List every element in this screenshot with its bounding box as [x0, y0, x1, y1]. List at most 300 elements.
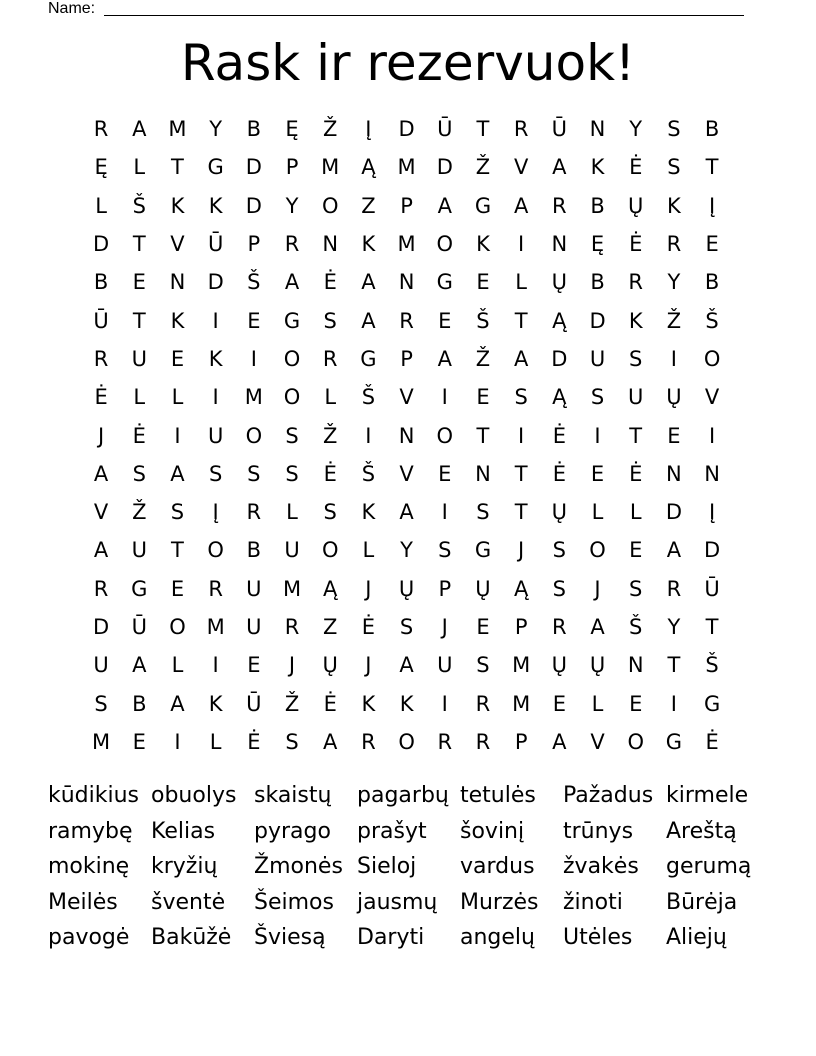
grid-letter[interactable]: U	[131, 346, 147, 371]
grid-letter[interactable]: E	[629, 538, 643, 563]
grid-letter[interactable]: J	[518, 538, 525, 563]
grid-letter[interactable]: B	[132, 691, 147, 716]
grid-letter[interactable]: D	[245, 155, 262, 180]
word-list-item: vardus	[460, 854, 535, 880]
grid-letter[interactable]: L	[171, 653, 184, 678]
grid-letter[interactable]: T	[514, 461, 528, 486]
grid-letter[interactable]: R	[513, 117, 529, 142]
grid-letter[interactable]: S	[476, 500, 490, 525]
grid-letter[interactable]: T	[514, 500, 528, 525]
grid-letter[interactable]: M	[397, 155, 416, 180]
grid-letter[interactable]: I	[708, 423, 716, 448]
grid-letter[interactable]: Ū	[131, 615, 147, 639]
grid-letter[interactable]: Ū	[704, 576, 720, 601]
grid-letter[interactable]: S	[629, 576, 643, 601]
grid-letter[interactable]: L	[95, 193, 107, 218]
grid-letter[interactable]: Ė	[323, 461, 337, 486]
grid-letter[interactable]: P	[285, 155, 299, 180]
grid-letter[interactable]: Į	[708, 193, 716, 218]
grid-letter[interactable]: A	[437, 193, 452, 218]
grid-letter[interactable]: P	[514, 729, 528, 754]
grid-letter[interactable]: M	[92, 729, 111, 754]
grid-letter[interactable]: M	[206, 615, 225, 639]
grid-letter[interactable]: N	[589, 117, 606, 142]
grid-letter[interactable]: O	[589, 538, 606, 563]
word-list-item: žinoti	[563, 889, 623, 915]
grid-letter[interactable]: P	[400, 193, 413, 218]
grid-letter[interactable]: T	[514, 308, 528, 333]
grid-letter[interactable]: K	[170, 308, 185, 333]
grid-letter[interactable]: R	[284, 232, 300, 257]
grid-letter[interactable]: B	[704, 270, 720, 295]
grid-letter[interactable]: S	[247, 461, 261, 486]
grid-letter[interactable]: Ę	[94, 155, 108, 180]
grid-letter[interactable]: U	[628, 385, 644, 410]
grid-letter[interactable]: E	[476, 270, 490, 295]
grid-letter[interactable]: K	[399, 691, 414, 716]
grid-letter[interactable]: S	[285, 729, 299, 754]
grid-letter[interactable]: N	[322, 232, 339, 257]
word-list-item: Meilės	[48, 889, 118, 915]
grid-letter[interactable]: Ž	[284, 691, 300, 716]
grid-letter[interactable]: K	[170, 193, 185, 218]
grid-letter[interactable]: U	[437, 653, 453, 678]
grid-letter[interactable]: V	[170, 232, 185, 257]
grid-letter[interactable]: A	[399, 500, 414, 525]
grid-letter[interactable]: N	[551, 232, 568, 257]
grid-letter[interactable]: G	[665, 729, 683, 754]
grid-letter[interactable]: A	[132, 117, 147, 142]
grid-letter[interactable]: S	[552, 538, 567, 563]
grid-letter[interactable]: M	[282, 576, 302, 601]
grid-letter[interactable]: S	[323, 500, 337, 525]
grid-letter[interactable]: N	[704, 461, 720, 486]
grid-letter[interactable]: I	[518, 232, 525, 257]
grid-letter[interactable]: Ž	[666, 308, 682, 333]
grid-letter[interactable]: S	[285, 423, 299, 448]
grid-letter[interactable]: A	[552, 155, 567, 180]
grid-letter[interactable]: T	[629, 423, 643, 448]
grid-letter[interactable]: Š	[361, 385, 376, 410]
grid-letter[interactable]: E	[170, 346, 185, 371]
grid-letter[interactable]: K	[361, 232, 376, 257]
grid-letter[interactable]: I	[212, 308, 219, 333]
grid-letter[interactable]: L	[515, 270, 527, 295]
grid-letter[interactable]: R	[361, 729, 376, 754]
grid-letter[interactable]: U	[131, 538, 147, 563]
grid-letter[interactable]: R	[284, 615, 300, 639]
grid-letter[interactable]: Ė	[705, 729, 719, 754]
grid-letter[interactable]: G	[474, 538, 492, 563]
grid-letter[interactable]: Z	[361, 193, 376, 218]
grid-letter[interactable]: S	[667, 155, 681, 180]
grid-letter[interactable]: L	[286, 500, 298, 525]
grid-letter[interactable]: N	[627, 653, 644, 678]
grid-letter[interactable]: M	[512, 691, 531, 716]
grid-letter[interactable]: A	[361, 270, 376, 295]
grid-letter[interactable]: U	[284, 538, 300, 563]
grid-letter[interactable]: I	[212, 385, 219, 410]
grid-row	[82, 187, 731, 225]
grid-letter[interactable]: L	[324, 385, 337, 410]
grid-letter[interactable]: S	[629, 346, 643, 371]
grid-letter[interactable]: D	[704, 538, 721, 563]
word-list-item: Šviesą	[254, 925, 326, 951]
grid-letter[interactable]: S	[667, 117, 681, 142]
grid-letter[interactable]: R	[475, 691, 491, 716]
grid-letter[interactable]: O	[283, 385, 301, 410]
grid-letter[interactable]: E	[629, 691, 643, 716]
grid-letter[interactable]: E	[590, 461, 605, 486]
grid-letter[interactable]: Ė	[361, 615, 376, 639]
grid-letter[interactable]: S	[170, 500, 185, 525]
grid-letter[interactable]: T	[705, 155, 719, 180]
grid-letter[interactable]: Ą	[552, 308, 567, 333]
grid-letter[interactable]: G	[703, 691, 721, 716]
grid-letter[interactable]: G	[131, 576, 148, 601]
grid-letter[interactable]: A	[552, 729, 567, 754]
grid-letter[interactable]: Ū	[551, 117, 568, 142]
grid-letter[interactable]: S	[94, 691, 108, 716]
grid-letter[interactable]: I	[670, 346, 677, 371]
grid-letter[interactable]: D	[207, 270, 224, 295]
grid-letter[interactable]: Y	[667, 270, 681, 295]
grid-letter[interactable]: R	[93, 346, 109, 371]
grid-letter[interactable]: E	[476, 615, 490, 639]
grid-letter[interactable]: Z	[323, 615, 338, 639]
grid-letter[interactable]: Š	[629, 615, 643, 639]
grid-letter[interactable]: O	[703, 346, 721, 371]
grid-letter[interactable]: S	[514, 385, 528, 410]
grid-letter[interactable]: Ė	[552, 423, 566, 448]
grid-letter[interactable]: Ė	[629, 232, 643, 257]
grid-letter[interactable]: I	[441, 691, 448, 716]
grid-letter[interactable]: V	[704, 385, 720, 410]
grid-letter[interactable]: D	[93, 232, 110, 257]
grid-letter[interactable]: I	[670, 691, 677, 716]
grid-letter[interactable]: Ą	[361, 155, 376, 180]
grid-letter[interactable]: D	[589, 308, 606, 333]
grid-letter[interactable]: O	[207, 538, 224, 563]
grid-letter[interactable]: A	[399, 653, 414, 678]
grid-letter[interactable]: R	[93, 576, 109, 601]
grid-letter[interactable]: Ų	[551, 270, 568, 295]
grid-letter[interactable]: Ū	[93, 308, 109, 333]
grid-letter[interactable]: Ž	[475, 155, 491, 180]
grid-letter[interactable]: J	[594, 576, 601, 601]
grid-letter[interactable]: L	[171, 385, 184, 410]
grid-letter[interactable]: B	[704, 117, 720, 142]
grid-letter[interactable]: D	[551, 346, 568, 371]
grid-letter[interactable]: N	[666, 461, 682, 486]
grid-letter[interactable]: Ž	[475, 346, 491, 371]
grid-letter[interactable]: I	[212, 653, 219, 678]
grid-letter[interactable]: I	[594, 423, 601, 448]
grid-letter[interactable]: Ą	[552, 385, 567, 410]
grid-letter[interactable]: L	[629, 500, 642, 525]
grid-letter[interactable]: P	[438, 576, 452, 601]
grid-letter[interactable]: Į	[708, 500, 716, 525]
grid-letter[interactable]: U	[93, 653, 109, 678]
grid-letter[interactable]: U	[589, 346, 606, 371]
grid-letter[interactable]: P	[247, 232, 261, 257]
grid-letter[interactable]: L	[591, 500, 604, 525]
grid-letter[interactable]: I	[441, 385, 448, 410]
grid-letter[interactable]: Ė	[94, 385, 108, 410]
grid-letter[interactable]: Ė	[247, 729, 261, 754]
grid-letter[interactable]: L	[362, 538, 375, 563]
grid-letter[interactable]: V	[590, 729, 605, 754]
grid-letter[interactable]: Š	[247, 270, 261, 295]
grid-letter[interactable]: T	[171, 538, 184, 563]
grid-letter[interactable]: Ė	[629, 461, 643, 486]
grid-letter[interactable]: S	[590, 385, 605, 410]
grid-letter[interactable]: E	[438, 461, 452, 486]
grid-letter[interactable]: R	[322, 346, 338, 371]
grid-letter[interactable]: Y	[629, 117, 643, 142]
grid-letter[interactable]: K	[208, 193, 223, 218]
grid-letter[interactable]: Y	[667, 615, 681, 639]
grid-letter[interactable]: M	[512, 653, 531, 678]
grid-letter[interactable]: G	[474, 193, 492, 218]
grid-letter[interactable]: S	[438, 538, 452, 563]
grid-letter[interactable]: S	[323, 308, 337, 333]
grid-letter[interactable]: B	[590, 270, 605, 295]
grid-letter[interactable]: U	[246, 615, 262, 639]
grid-letter[interactable]: E	[705, 232, 719, 257]
grid-letter[interactable]: E	[132, 270, 146, 295]
grid-letter[interactable]: Š	[476, 308, 490, 333]
grid-letter[interactable]: Ų	[475, 576, 491, 601]
grid-letter[interactable]: Š	[132, 193, 146, 218]
grid-letter[interactable]: T	[132, 308, 146, 333]
grid-letter[interactable]: E	[247, 308, 261, 333]
grid-letter[interactable]: R	[399, 308, 414, 333]
grid-letter[interactable]: A	[170, 691, 185, 716]
grid-letter[interactable]: Ų	[398, 576, 415, 601]
grid-letter[interactable]: N	[475, 461, 491, 486]
grid-letter[interactable]: J	[97, 423, 105, 448]
grid-letter[interactable]: S	[208, 461, 223, 486]
grid-letter[interactable]: R	[437, 729, 453, 754]
grid-letter[interactable]: Ž	[132, 500, 147, 525]
grid-letter[interactable]: Ū	[246, 691, 262, 716]
grid-letter[interactable]: L	[591, 691, 604, 716]
grid-letter[interactable]: Š	[705, 653, 719, 678]
grid-letter[interactable]: O	[169, 615, 186, 639]
grid-letter[interactable]: A	[361, 308, 376, 333]
grid-letter[interactable]: I	[365, 423, 372, 448]
grid-letter[interactable]: A	[323, 729, 338, 754]
grid-letter[interactable]: D	[93, 615, 110, 639]
grid-letter[interactable]: A	[170, 461, 185, 486]
grid-letter[interactable]: K	[208, 346, 223, 371]
grid-letter[interactable]: V	[513, 155, 529, 180]
grid-letter[interactable]: R	[552, 615, 567, 639]
grid-letter[interactable]: Y	[209, 117, 223, 142]
grid-letter[interactable]: E	[170, 576, 185, 601]
grid-letter[interactable]: A	[284, 270, 300, 295]
grid-letter[interactable]: Ę	[285, 117, 299, 142]
grid-letter[interactable]: T	[705, 615, 719, 639]
grid-letter[interactable]: Ę	[590, 232, 605, 257]
grid-letter[interactable]: E	[247, 653, 261, 678]
grid-letter[interactable]: J	[441, 615, 448, 639]
grid-letter[interactable]: M	[244, 385, 263, 410]
grid-letter[interactable]: S	[285, 461, 299, 486]
grid-letter[interactable]: Ū	[207, 232, 224, 257]
grid-letter[interactable]: E	[476, 385, 490, 410]
grid-letter[interactable]: Į	[212, 500, 219, 525]
grid-letter[interactable]: S	[399, 615, 414, 639]
grid-letter[interactable]: V	[93, 500, 109, 525]
grid-letter[interactable]: N	[169, 270, 186, 295]
grid-letter[interactable]: Ė	[629, 155, 643, 180]
grid-letter[interactable]: O	[321, 193, 339, 218]
grid-letter[interactable]: M	[397, 232, 416, 257]
grid-letter[interactable]: R	[552, 193, 567, 218]
grid-letter[interactable]: Į	[365, 117, 372, 142]
grid-letter[interactable]: Ė	[132, 423, 146, 448]
grid-letter[interactable]: Š	[705, 308, 719, 333]
grid-letter[interactable]: V	[399, 461, 414, 486]
grid-letter[interactable]: D	[398, 117, 415, 142]
grid-letter[interactable]: Ą	[323, 576, 338, 601]
grid-letter[interactable]: L	[133, 155, 146, 180]
grid-letter[interactable]: R	[666, 232, 682, 257]
grid-letter[interactable]: D	[245, 193, 262, 218]
word-list-item: Daryti	[357, 925, 425, 951]
grid-letter[interactable]: E	[552, 691, 566, 716]
grid-letter[interactable]: S	[132, 461, 146, 486]
grid-letter[interactable]: R	[666, 576, 682, 601]
grid-letter[interactable]: G	[283, 308, 301, 333]
grid-letter[interactable]: Ė	[552, 461, 566, 486]
grid-letter[interactable]: J	[365, 653, 372, 678]
grid-letter[interactable]: G	[207, 155, 224, 180]
grid-letter[interactable]: I	[174, 729, 181, 754]
grid-letter[interactable]: K	[361, 500, 376, 525]
grid-letter[interactable]: Ž	[323, 423, 338, 448]
grid-letter[interactable]: Y	[285, 193, 299, 218]
grid-letter[interactable]: R	[628, 270, 644, 295]
grid-letter[interactable]: K	[476, 232, 490, 257]
grid-letter[interactable]: Ė	[323, 691, 337, 716]
grid-letter[interactable]: L	[133, 385, 146, 410]
grid-letter[interactable]: A	[132, 653, 147, 678]
grid-letter[interactable]: I	[174, 423, 181, 448]
grid-letter[interactable]: Ų	[551, 653, 568, 678]
grid-letter[interactable]: N	[398, 423, 415, 448]
grid-letter[interactable]: A	[666, 538, 682, 563]
grid-letter[interactable]: N	[398, 270, 415, 295]
grid-letter[interactable]: D	[665, 500, 682, 525]
grid-letter[interactable]: J	[365, 576, 372, 601]
grid-letter[interactable]: T	[476, 117, 490, 142]
grid-letter[interactable]: P	[514, 615, 528, 639]
grid-letter[interactable]: Ų	[322, 653, 338, 678]
grid-letter[interactable]: Ų	[628, 193, 644, 218]
grid-letter[interactable]: Š	[361, 461, 376, 486]
grid-letter[interactable]: Y	[400, 538, 413, 563]
grid-letter[interactable]: S	[552, 576, 567, 601]
grid-letter[interactable]: T	[667, 653, 681, 678]
grid-letter[interactable]: R	[246, 500, 262, 525]
grid-letter[interactable]: Ū	[437, 117, 453, 142]
grid-letter[interactable]: G	[436, 270, 453, 295]
grid-letter[interactable]: A	[93, 461, 109, 486]
grid-letter[interactable]: D	[436, 155, 453, 180]
grid-letter[interactable]: B	[93, 270, 109, 295]
grid-letter[interactable]: T	[476, 423, 490, 448]
grid-letter[interactable]: R	[93, 117, 109, 142]
grid-letter[interactable]: J	[288, 653, 296, 678]
grid-letter[interactable]: E	[667, 423, 681, 448]
grid-letter[interactable]: E	[132, 729, 146, 754]
grid-letter[interactable]: K	[628, 308, 643, 333]
grid-letter[interactable]: Ų	[589, 653, 606, 678]
grid-letter[interactable]: A	[437, 346, 452, 371]
word-list-item: trūnys	[563, 818, 634, 844]
grid-letter[interactable]: I	[250, 346, 257, 371]
grid-letter[interactable]: Ė	[323, 270, 337, 295]
grid-letter[interactable]: E	[438, 308, 452, 333]
grid-letter[interactable]: U	[207, 423, 224, 448]
grid-letter[interactable]: K	[208, 691, 223, 716]
grid-letter[interactable]: A	[513, 193, 529, 218]
grid-letter[interactable]: K	[361, 691, 376, 716]
grid-letter[interactable]: U	[246, 576, 262, 601]
grid-letter[interactable]: O	[436, 232, 454, 257]
grid-letter[interactable]: T	[132, 232, 146, 257]
grid-letter[interactable]: R	[475, 729, 491, 754]
grid-letter[interactable]: M	[321, 155, 340, 180]
grid-letter[interactable]: O	[627, 729, 644, 754]
grid-letter[interactable]: A	[513, 346, 529, 371]
grid-row	[82, 416, 731, 454]
grid-letter[interactable]: I	[441, 500, 448, 525]
grid-letter[interactable]: O	[321, 538, 339, 563]
grid-letter[interactable]: G	[360, 346, 377, 371]
grid-letter[interactable]: O	[398, 729, 415, 754]
word-list-item: Bakūžė	[151, 925, 232, 951]
grid-letter[interactable]: I	[518, 423, 525, 448]
grid-letter[interactable]: V	[399, 385, 414, 410]
grid-letter[interactable]: R	[208, 576, 223, 601]
grid-letter[interactable]: Ž	[323, 117, 338, 142]
grid-letter[interactable]: O	[245, 423, 263, 448]
grid-letter[interactable]: O	[283, 346, 301, 371]
grid-letter[interactable]: M	[168, 117, 187, 142]
grid-letter[interactable]: B	[246, 538, 262, 563]
grid-letter[interactable]: B	[590, 193, 605, 218]
word-list-item: Aliejų	[666, 925, 727, 951]
word-list-item: skaistų	[254, 783, 332, 808]
grid-letter[interactable]: P	[400, 346, 413, 371]
grid-letter[interactable]: Ą	[513, 576, 529, 601]
grid-letter[interactable]: O	[436, 423, 454, 448]
grid-letter[interactable]: A	[93, 538, 109, 563]
grid-letter[interactable]: Ų	[666, 385, 682, 410]
grid-letter[interactable]: K	[590, 155, 605, 180]
grid-letter[interactable]: T	[171, 155, 184, 180]
grid-letter[interactable]: B	[246, 117, 262, 142]
grid-letter[interactable]: S	[476, 653, 490, 678]
grid-letter[interactable]: K	[667, 193, 681, 218]
grid-letter[interactable]: L	[209, 729, 222, 754]
grid-letter[interactable]: Ų	[551, 500, 568, 525]
grid-letter[interactable]: A	[590, 615, 605, 639]
